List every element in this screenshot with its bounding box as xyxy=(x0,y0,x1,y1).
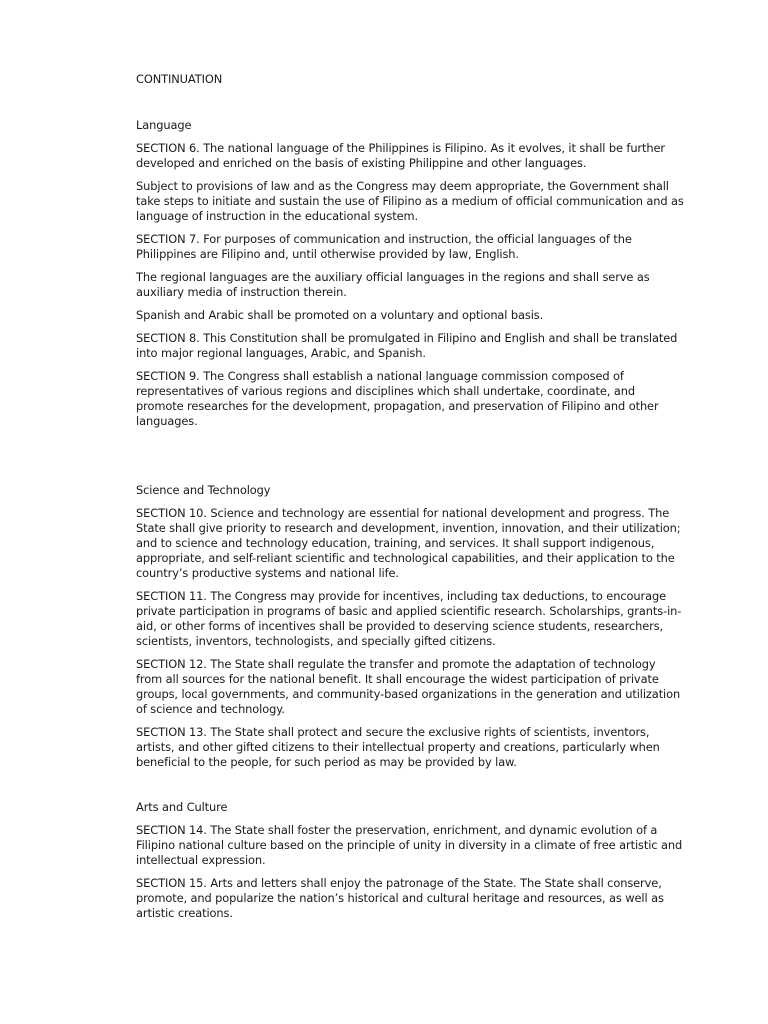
section-arts-culture xyxy=(136,800,684,921)
paragraph: Subject to provisions of law and as the Congress may deem appropriate, the Government shall take steps to initiate and sustain the use of Filipino as a medium of official communication and as language of instruction in the educational system. xyxy=(136,179,684,223)
paragraph: SECTION 8. This Constitution shall be promulgated in Filipino and English and shall be translated into major regional languages, Arabic, and Spanish. xyxy=(136,331,678,360)
section-heading: Science and Technology xyxy=(136,483,271,497)
paragraph: SECTION 14. The State shall foster the preservation, enrichment, and dynamic evolution of a Filipino national culture based on the principle of unity in diversity in a climate of free artistic and intellectual expression. xyxy=(136,823,683,867)
section-science-technology xyxy=(136,483,684,770)
section-heading: Arts and Culture xyxy=(136,800,228,814)
section-language xyxy=(136,118,684,429)
paragraph: SECTION 12. The State shall regulate the transfer and promote the adaptation of technology from all sources for the national benefit. It shall encourage the widest participation of private groups, local governments, and community-based organizations in the generation and utilization of science and technology. xyxy=(136,657,681,716)
paragraph: SECTION 13. The State shall protect and secure the exclusive rights of scientists, inventors, artists, and other gifted citizens to their intellectual property and creations, particularly when beneficial to the people, for such period as may be provided by law. xyxy=(136,725,660,769)
paragraph: SECTION 6. The national language of the Philippines is Filipino. As it evolves, it shall be further developed and enriched on the basis of existing Philippine and other languages. xyxy=(136,141,665,170)
paragraph: SECTION 11. The Congress may provide for incentives, including tax deductions, to encourage private participation in programs of basic and applied scientific research. Scholarships, grants-in-aid, or other forms of incentives shall be provided to deserving science students, researchers, scientists, inventors, technologists, and specially gifted citizens. xyxy=(136,589,682,648)
document-title: CONTINUATION xyxy=(136,72,223,86)
paragraph: SECTION 7. For purposes of communication and instruction, the official languages of the Philippines are Filipino and, until otherwise provided by law, English. xyxy=(136,232,632,261)
section-heading: Language xyxy=(136,118,192,132)
paragraph: SECTION 9. The Congress shall establish a national language commission composed of representatives of various regions and disciplines which shall undertake, coordinate, and promote researches for the development, propagation, and preservation of Filipino and other languages. xyxy=(136,369,659,428)
document-page xyxy=(136,72,684,929)
paragraph: The regional languages are the auxiliary official languages in the regions and shall serve as auxiliary media of instruction therein. xyxy=(136,270,650,299)
spacer xyxy=(136,778,684,800)
paragraph: Spanish and Arabic shall be promoted on a voluntary and optional basis. xyxy=(136,308,544,322)
paragraph: SECTION 10. Science and technology are essential for national development and progress. The State shall give priority to research and development, invention, innovation, and their utilization; and to science and technology education, training, and services. It shall support indigenous, appropriate, and self-reliant scientific and technological capabilities, and their application to the country’s productive systems and national life. xyxy=(136,506,681,580)
spacer xyxy=(136,437,684,483)
paragraph: SECTION 15. Arts and letters shall enjoy the patronage of the State. The State shall conserve, promote, and popularize the nation’s historical and cultural heritage and resources, as well as artistic creations. xyxy=(136,876,664,920)
